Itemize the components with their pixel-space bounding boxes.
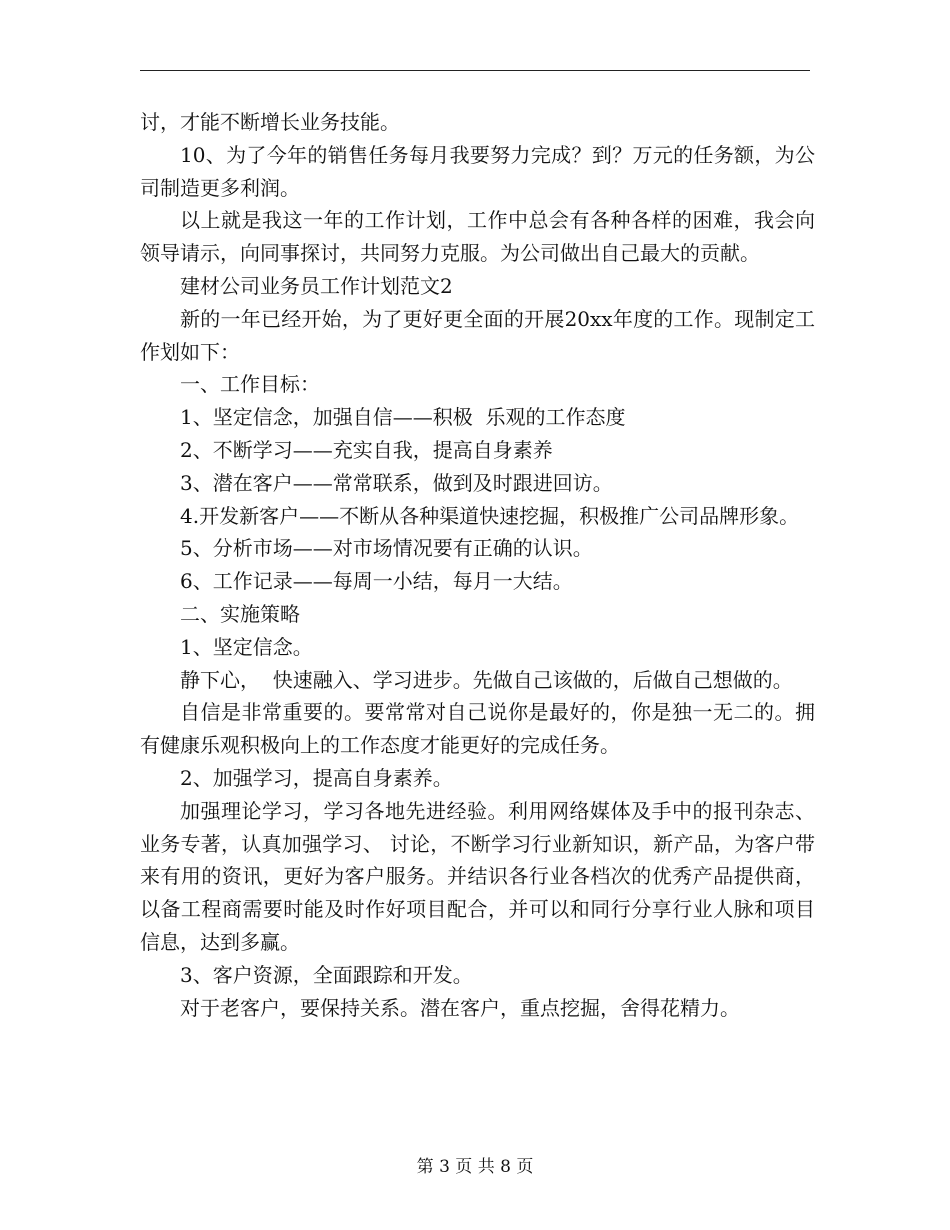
paragraph: 6、工作记录——每周一小结，每月一大结。 xyxy=(180,569,573,594)
paragraph: 加强理论学习，学习各地先进经验。利用网络媒体及手中的报刊杂志、业务专著，认真加强学习、 讨论，不断学习行业新知识，新产品，为客户带来有用的资讯，更好为客户服务。并结识各行业各档次的优秀产品提供商，以备工程商需要时能及时作好项目配合，并可以和同行分享行业人脉和项目信息，达到多赢。 xyxy=(140,798,815,954)
paragraph: 3、潜在客户——常常联系，做到及时跟进回访。 xyxy=(180,470,613,495)
paragraph: 10、为了今年的销售任务每月我要努力完成？到？万元的任务额，为公司制造更多利润。 xyxy=(140,142,815,200)
paragraph: 自信是非常重要的。要常常对自己说你是最好的，你是独一无二的。拥有健康乐观积极向上的工作态度才能更好的完成任务。 xyxy=(140,700,815,758)
paragraph: 一、工作目标： xyxy=(180,372,320,397)
paragraph: 3、客户资源，全面跟踪和开发。 xyxy=(180,962,473,987)
paragraph: 2、加强学习，提高自身素养。 xyxy=(180,765,453,790)
paragraph: 二、实施策略 xyxy=(180,601,300,626)
paragraph: 建材公司业务员工作计划范文2 xyxy=(180,273,453,298)
paragraph: 1、坚定信念。 xyxy=(180,634,313,659)
paragraph: 对于老客户，要保持关系。潜在客户，重点挖掘，舍得花精力。 xyxy=(180,995,740,1020)
paragraph: 1、坚定信念，加强自信——积极 乐观的工作态度 xyxy=(180,405,626,430)
paragraph: 静下心， 快速融入、学习进步。先做自己该做的，后做自己想做的。 xyxy=(180,667,793,692)
paragraph: 以上就是我这一年的工作计划，工作中总会有各种各样的困难，我会向领导请示，向同事探讨，共同努力克服。为公司做出自己最大的贡献。 xyxy=(140,208,815,266)
paragraph: 讨，才能不断增长业务技能。 xyxy=(140,110,400,134)
paragraph: 5、分析市场——对市场情况要有正确的认识。 xyxy=(180,536,593,561)
paragraph: 2、不断学习——充实自我，提高自身素养 xyxy=(180,437,553,462)
paragraph: 新的一年已经开始，为了更好更全面的开展20xx年度的工作。现制定工作划如下： xyxy=(140,306,815,364)
document-body xyxy=(140,106,815,1024)
page-number: 第 3 页 共 8 页 xyxy=(416,1157,534,1177)
page-footer xyxy=(0,1152,950,1177)
header-rule xyxy=(140,70,810,71)
paragraph: 4.开发新客户——不断从各种渠道快速挖掘，积极推广公司品牌形象。 xyxy=(180,503,800,528)
